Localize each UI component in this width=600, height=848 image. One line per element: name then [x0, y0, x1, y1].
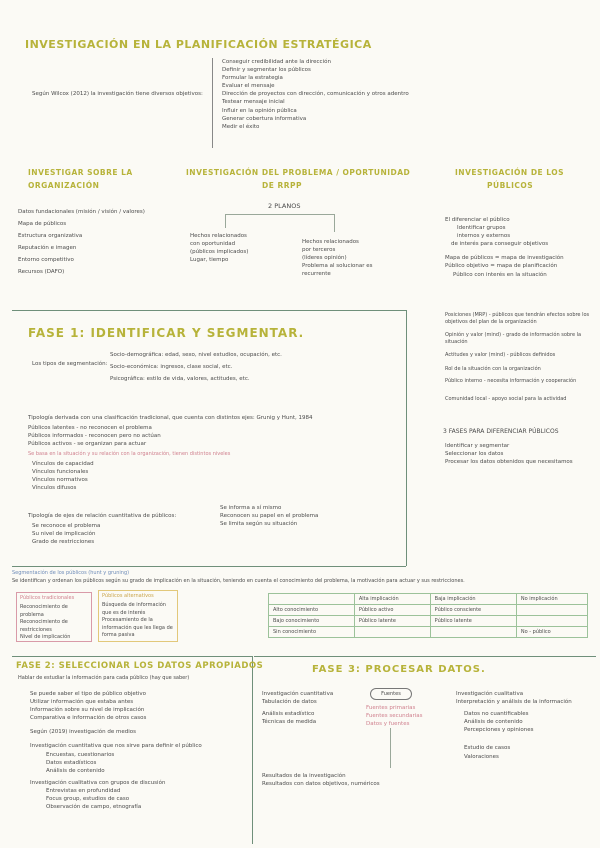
box-tradicionales	[16, 592, 92, 642]
branch-line	[334, 214, 335, 232]
col2-title-2: DE RRPP	[262, 181, 303, 190]
table-cell: Bajo conocimiento	[269, 616, 355, 627]
fases-list	[445, 442, 573, 466]
tipo-item: Socio-demográfica: edad, sexo, nivel estudios, ocupación, etc.	[110, 352, 282, 358]
table-cell: Público latente	[430, 616, 516, 627]
col2-right-item: (líderes opinión)	[302, 255, 347, 262]
tipologia-item: Se reconoce el problema	[32, 523, 101, 529]
tipologia-text: Tipología de ejes de relación cuantitativa de públicos:	[28, 513, 177, 519]
fase3-left-item: Investigación cuantitativa	[262, 691, 334, 697]
objective-item: Dirección de proyectos con dirección, comunicación y otros adentro	[222, 91, 409, 98]
fase3-right-item: Análisis de contenido	[464, 719, 523, 726]
fase1-frame-top	[12, 310, 406, 311]
col3-note: Comunidad local - apoyo social para la actividad	[445, 396, 567, 402]
table-cell: Alto conocimiento	[269, 605, 355, 616]
fase2-item: Datos estadísticos	[46, 759, 97, 766]
col3-item: de interés para conseguir objetivos	[451, 241, 549, 248]
objective-item: Influir en la opinión pública	[222, 107, 297, 114]
brace-line	[212, 58, 214, 148]
table-cell	[354, 627, 430, 638]
box1-item: Reconocimiento de restricciones	[20, 619, 68, 633]
fase-item: Identificar y segmentar	[445, 443, 510, 449]
pink-note: Se basa en la situación y su relación con la organización, tienen distintos niveles	[28, 451, 231, 457]
fase2-intro: Hablar de estudiar la información para cada público (hay que saber)	[18, 675, 190, 681]
col1-item: Recursos (DAFO)	[18, 269, 65, 275]
fase2-item: Investigación cualitativa con grupos de discusión	[30, 779, 166, 786]
box1-item: Nivel de implicación	[20, 634, 71, 641]
vinculo-item: Vínculos funcionales	[32, 469, 89, 476]
fuentes-item: Fuentes primarias	[366, 705, 416, 711]
fase2-item: Observación de campo, etnografía	[46, 804, 142, 811]
fase-item: Procesar los datos obtenidos que necesitamos	[445, 459, 573, 466]
fase3-left-list-2	[262, 772, 380, 788]
objective-item: Conseguir credibilidad ante la dirección	[222, 59, 331, 65]
fase3-right-list	[456, 690, 572, 761]
fase2-item: Entrevistas en profundidad	[46, 787, 121, 794]
vinculo-item: Vínculos difusos	[32, 485, 77, 492]
box1-title: Públicos tradicionales	[20, 595, 75, 601]
table-row	[269, 594, 588, 605]
fase3-left-item: Técnicas de medida	[262, 719, 317, 726]
col3-item: Público con interés en la situación	[453, 271, 547, 278]
box2-title: Públicos alternativos	[102, 593, 154, 599]
fase2-item: Focus group, estudios de caso	[46, 796, 130, 803]
fase3-right-item: Datos no cuantificables	[464, 711, 529, 718]
col1-item: Datos fundacionales (misión / visión / valores)	[18, 209, 145, 215]
col2-right-item: Problema al solucionar es	[302, 263, 373, 270]
col2-right-item: por terceros	[302, 247, 336, 254]
col1-item: Estructura organizativa	[18, 233, 83, 239]
fase2-item: Según (2019) investigación de medios	[30, 729, 136, 736]
col1-item: Entorno competitivo	[18, 257, 74, 263]
col3-note: Opinión y valor (mind) - grado de información sobre la situación	[445, 332, 582, 346]
col3-note: Actitudes y valor (mind) - públicos definidos	[445, 352, 556, 358]
fase2-item: Encuestas, cuestionarios	[46, 751, 115, 758]
box1-item: Reconocimiento de problema	[20, 604, 68, 618]
fase2-item: Información sobre su nivel de implicación	[30, 707, 145, 714]
objective-item: Testear mensaje inicial	[222, 99, 285, 106]
col3-item: Identificar grupos	[457, 225, 506, 232]
branch-line	[225, 214, 226, 228]
col2-left-item: con oportunidad	[190, 241, 236, 248]
col2-title: INVESTIGACIÓN DEL PROBLEMA / OPORTUNIDAD	[186, 168, 411, 177]
connector-line	[390, 728, 391, 768]
col2-left-list	[190, 232, 248, 264]
col3-note: Rol de la situación con la organización	[445, 366, 541, 372]
fase1-title: FASE 1: IDENTIFICAR Y SEGMENTAR.	[28, 326, 305, 340]
col3-note: Público interno - necesita información y cooperación	[445, 378, 577, 384]
table-cell: No implicación	[516, 594, 587, 605]
fase2-list	[30, 690, 202, 811]
fuentes-item: Fuentes secundarias	[366, 713, 423, 720]
col3-item: internos y externos	[457, 233, 511, 240]
fase2-frame-top	[12, 656, 252, 657]
segmentation-table	[268, 593, 588, 638]
fase3-right-item: Interpretación y análisis de la información	[456, 699, 572, 706]
fase2-item: Utilizar información que estaba antes	[30, 699, 134, 706]
fuentes-list	[366, 704, 423, 728]
col3-title-2: PÚBLICOS	[487, 181, 534, 190]
tipologia-right-item: Reconocen su papel en el problema	[220, 513, 319, 520]
fase1-frame-bottom	[12, 566, 406, 567]
tipologia-right-item: Se limita según su situación	[220, 521, 298, 528]
col2-left-item: Hechos relacionados	[190, 233, 247, 239]
col3-list	[445, 216, 564, 279]
objective-item: Formular la estrategia	[222, 75, 283, 82]
tipologia-item: Su nivel de implicación	[32, 531, 96, 538]
grunig-list	[28, 424, 161, 448]
tipos-label: Los tipos de segmentación:	[32, 361, 108, 367]
fuentes-node: Fuentes	[370, 688, 412, 700]
grunig-item: Públicos activos - se organizan para actuar	[28, 441, 147, 448]
col2-left-item: (públicos implicados)	[190, 249, 249, 256]
table-cell	[516, 605, 587, 616]
fase3-left-item: Análisis estadístico	[262, 711, 315, 718]
fase-item: Seleccionar los datos	[445, 451, 504, 458]
col2-left-item: Lugar, tiempo	[190, 257, 229, 264]
col3-title: INVESTIGACIÓN DE LOS	[455, 168, 565, 177]
col2-right-item: recurrente	[302, 271, 331, 278]
fuentes-item: Datos y fuentes	[366, 721, 410, 728]
table-cell: Sin conocimiento	[269, 627, 355, 638]
box-alternativos	[98, 590, 178, 642]
fase3-left-item: Tabulación de datos	[262, 699, 317, 706]
table-row	[269, 605, 588, 616]
table-cell: No - público	[516, 627, 587, 638]
tabla-title: Segmentación de los públicos (hunt y gruning)	[12, 570, 130, 576]
col1-list	[18, 206, 145, 278]
table-cell: Baja implicación	[430, 594, 516, 605]
col3-note: Posiciones (MRP) - públicos que tendrán efectos sobre los objetivos del plan de la organización	[445, 312, 590, 326]
table-cell: Alta implicación	[354, 594, 430, 605]
fase1-frame-right	[406, 310, 407, 566]
vinculos-list	[32, 460, 94, 492]
fase2-frame-right	[252, 656, 253, 844]
wilcox-label: Según Wilcox (2012) la investigación tiene diversos objetivos:	[32, 91, 203, 97]
fase2-item: Se puede saber el tipo de público objetivo	[30, 691, 147, 697]
fase3-frame-top	[254, 656, 596, 657]
objective-item: Generar cobertura informativa	[222, 115, 307, 122]
table-cell	[430, 627, 516, 638]
tabla-desc: Se identifican y ordenan los públicos según su grado de implicación en la situación, teniendo en cuenta el conocimiento del problema, la motivación para actuar y sus restricciones.	[12, 578, 465, 584]
objective-item: Medir el éxito	[222, 123, 260, 130]
box2-item: Procesamiento de la información que les llega de forma pasiva	[102, 617, 173, 639]
fase3-right-item: Valoraciones	[464, 753, 499, 760]
table-cell	[269, 594, 355, 605]
grunig-text: Tipología derivada con una clasificación tradicional, que cuenta con distintos ejes: Grunig y Hunt, 1984	[28, 415, 313, 421]
objective-item: Evaluar el mensaje	[222, 83, 275, 90]
col3-item: El diferenciar el público	[445, 217, 510, 223]
col1-item: Reputación e imagen	[18, 245, 77, 251]
col3-item: Público objetivo = mapa de planificación	[445, 263, 558, 270]
objectives-list	[222, 58, 409, 131]
tipologia-item: Grado de restricciones	[32, 539, 95, 546]
fase2-title: FASE 2: SELECCIONAR LOS DATOS APROPIADOS	[16, 661, 264, 671]
grunig-item: Públicos latentes - no reconocen el problema	[28, 425, 152, 431]
tipologia-right-list	[220, 504, 318, 528]
fase2-item: Análisis de contenido	[46, 767, 105, 774]
col2-right-item: Hechos relacionados	[302, 239, 359, 245]
page-title: INVESTIGACIÓN EN LA PLANIFICACIÓN ESTRATÉGICA	[25, 38, 372, 51]
tipologia-list	[32, 522, 100, 546]
branch-line	[225, 214, 335, 215]
tipologia-right-item: Se informa a sí mismo	[220, 505, 282, 511]
fase3-title: FASE 3: PROCESAR DATOS.	[312, 664, 486, 675]
col2-right-list	[302, 238, 373, 278]
box2-item: Búsqueda de información que es de interés	[102, 602, 166, 616]
planos-label: 2 PLANOS	[268, 202, 301, 210]
col1-title-2: ORGANIZACIÓN	[28, 181, 100, 190]
tipos-list	[110, 349, 282, 385]
vinculo-item: Vínculos normativos	[32, 477, 88, 484]
fase3-left-item: Resultados de la investigación	[262, 773, 346, 779]
fase2-item: Comparativa e información de otros casos	[30, 715, 147, 722]
fase2-item: Investigación cuantitativa que nos sirve para definir el público	[30, 743, 202, 750]
grunig-item: Públicos informados - reconocen pero no actúan	[28, 433, 161, 440]
table-row	[269, 627, 588, 638]
fases-title: 3 FASES PARA DIFERENCIAR PÚBLICOS	[443, 428, 559, 435]
table-row	[269, 616, 588, 627]
fase3-right-item: Investigación cualitativa	[456, 691, 524, 697]
table-cell: Público activo	[354, 605, 430, 616]
table-cell	[516, 616, 587, 627]
table-cell: Público consciente	[430, 605, 516, 616]
vinculo-item: Vínculos de capacidad	[32, 461, 94, 467]
col1-title: INVESTIGAR SOBRE LA	[28, 168, 133, 177]
fase3-right-item: Percepciones y opiniones	[464, 727, 534, 734]
col3-item: Mapa de públicos = mapa de investigación	[445, 255, 564, 262]
tipo-item: Psicográfica: estilo de vida, valores, actitudes, etc.	[110, 376, 250, 382]
fase3-right-item: Estudio de casos	[464, 745, 511, 752]
fase3-left-item: Resultados con datos objetivos, numéricos	[262, 781, 380, 788]
objective-item: Definir y segmentar los públicos	[222, 67, 311, 74]
table-cell: Público latente	[354, 616, 430, 627]
tipo-item: Socio-económica: ingresos, clase social, etc.	[110, 364, 233, 370]
col1-item: Mapa de públicos	[18, 221, 67, 227]
fase3-left-list	[262, 690, 333, 726]
